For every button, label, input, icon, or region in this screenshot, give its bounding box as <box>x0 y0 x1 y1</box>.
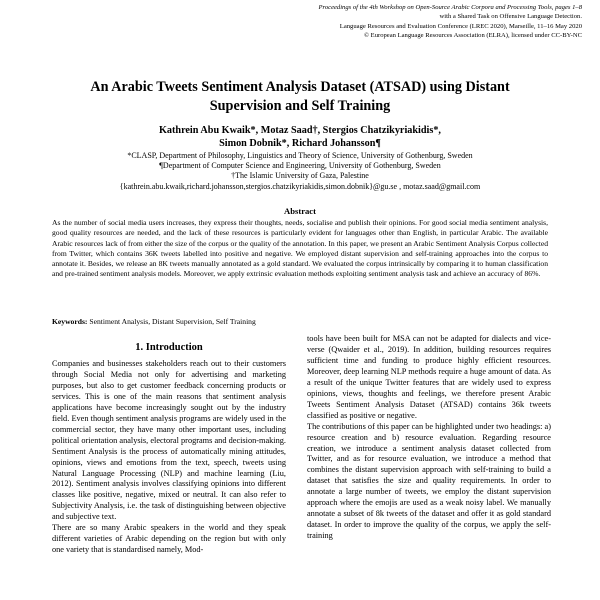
authors-line-1: Kathrein Abu Kwaik*, Motaz Saad†, Stergios Chatzikyriakidis*, <box>159 125 441 136</box>
section-heading-introduction: 1. Introduction <box>135 342 203 353</box>
affiliations <box>30 151 570 192</box>
intro-paragraph-3: tools have been built for MSA can not be adapted for dialects and vice-verse (Qwaider et al., 2019). In addition, building resources requires sufficient time and funding to produce highly efficient resources. Moreover, deep learning NLP methods require a huge amount of data. As a result of the unique Twitter features that are widely used to express opinions, views, thoughts and feelings, we therefore present Arabic Tweets Sentiment Analysis Dataset (ATSAD) contains 36k tweets classified as positive or negative. <box>307 334 551 420</box>
header-line-2: with a Shared Task on Offensive Language Detection. <box>439 13 582 21</box>
left-column <box>52 359 286 556</box>
affiliation-3: †The Islamic University of Gaza, Palestine <box>231 171 369 181</box>
affiliation-1: *CLASP, Department of Philosophy, Linguistics and Theory of Science, University of Gothenburg, Sweden <box>127 151 473 160</box>
title-line-2: Supervision and Self Training <box>209 97 391 114</box>
abstract-heading: Abstract <box>284 206 316 216</box>
header-line-1: Proceedings of the 4th Workshop on Open-Source Arabic Corpora and Processing Tools, pages 1–8 <box>318 4 582 11</box>
keywords-label: Keywords: <box>52 317 88 326</box>
title-line-1: An Arabic Tweets Sentiment Analysis Dataset (ATSAD) using Distant <box>90 79 510 95</box>
paper-title <box>30 78 570 115</box>
authors-line-2: Simon Dobnik*, Richard Johansson¶ <box>219 137 381 149</box>
keywords-text: Sentiment Analysis, Distant Supervision, Self Training <box>89 317 256 326</box>
keywords <box>52 317 548 327</box>
header-line-3: Language Resources and Evaluation Conference (LREC 2020), Marseille, 11–16 May 2020 <box>339 22 582 30</box>
header-line-4: © European Language Resources Association (ELRA), licensed under CC-BY-NC <box>364 31 582 39</box>
author-emails: {kathrein.abu.kwaik,richard.johansson,stergios.chatzikyriakidis,simon.dobnik}@gu.se , motaz.saad@gmail.com <box>119 181 481 191</box>
abstract-text: As the number of social media users increases, they express their thoughts, needs, socialise and publish their opinions. For good social media sentiment analysis, good quality resources are needed, and the lack of these resources is particularly evident for languages other than English, in particular Arabic. The available Arabic resources lack of from either the size of the corpus or the quality of the annotation. In this paper, we present an Arabic Sentiment Analysis Corpus collected from Twitter, which contains 36K tweets labelled into positive and negative. We employed distant supervision and self-training approaches into the corpus to annotate it. Besides, we release an 8K tweets manually annotated as a gold standard. We evaluated the corpus intrinsically by comparing it to human classification and pre-trained sentiment analysis models. Moreover, we apply extrinsic evaluation methods exploiting sentiment analysis task and achieve an accuracy of 86%. <box>52 218 548 279</box>
proceedings-header <box>162 3 582 40</box>
intro-paragraph-2: There are so many Arabic speakers in the world and they speak different varieties of Arabic depending on the region but with only one variety that is standardised namely, Mod- <box>52 523 286 555</box>
intro-paragraph-1: Companies and businesses stakeholders reach out to their customers through Social Media not only for advertising and marketing purposes, but also to get customer feedback concerning products or services. This is one of the main reasons that sentiment analysis applications have become increasingly sought out by the industry field. Even though sentiment analysis programs are widely used in the commercial sector, they have many other important uses, including political orientation analysis, electoral programs and decision-making. Sentiment Analysis is the process of automatically mining attitudes, opinions, views and emotions from the text, speech, tweets using Natural Language Processing (NLP) and machine learning (Liu, 2012). Sentiment analysis involves classifying opinions into different classes like positive, negative, mixed or neutral. It can also refer to Subjectivity Analysis, i.e. the task of distinguishing between objective and subjective text. <box>52 359 286 522</box>
affiliation-2: ¶Department of Computer Science and Engineering, University of Gothenburg, Sweden <box>159 161 441 171</box>
right-column <box>307 334 551 542</box>
intro-paragraph-4: The contributions of this paper can be highlighted under two headings: a) resource creation and b) resource evaluation. Regarding resource creation, we introduce a sentiment analysis dataset collected from Twitter, and as for resource evaluation, we introduce a method that combines the distant supervision approach with self-training to build a dataset that satisfies the size and quality requirements. In order to annotate a large number of tweets, we employ the distant supervision approach where the emojis are used as a weak noisy label. We manually annotate a subset of 8k tweets of the dataset and offer it as gold standard dataset. In order to improve the quality of the corpus, we apply the self-training <box>307 421 551 541</box>
author-list <box>30 125 570 151</box>
